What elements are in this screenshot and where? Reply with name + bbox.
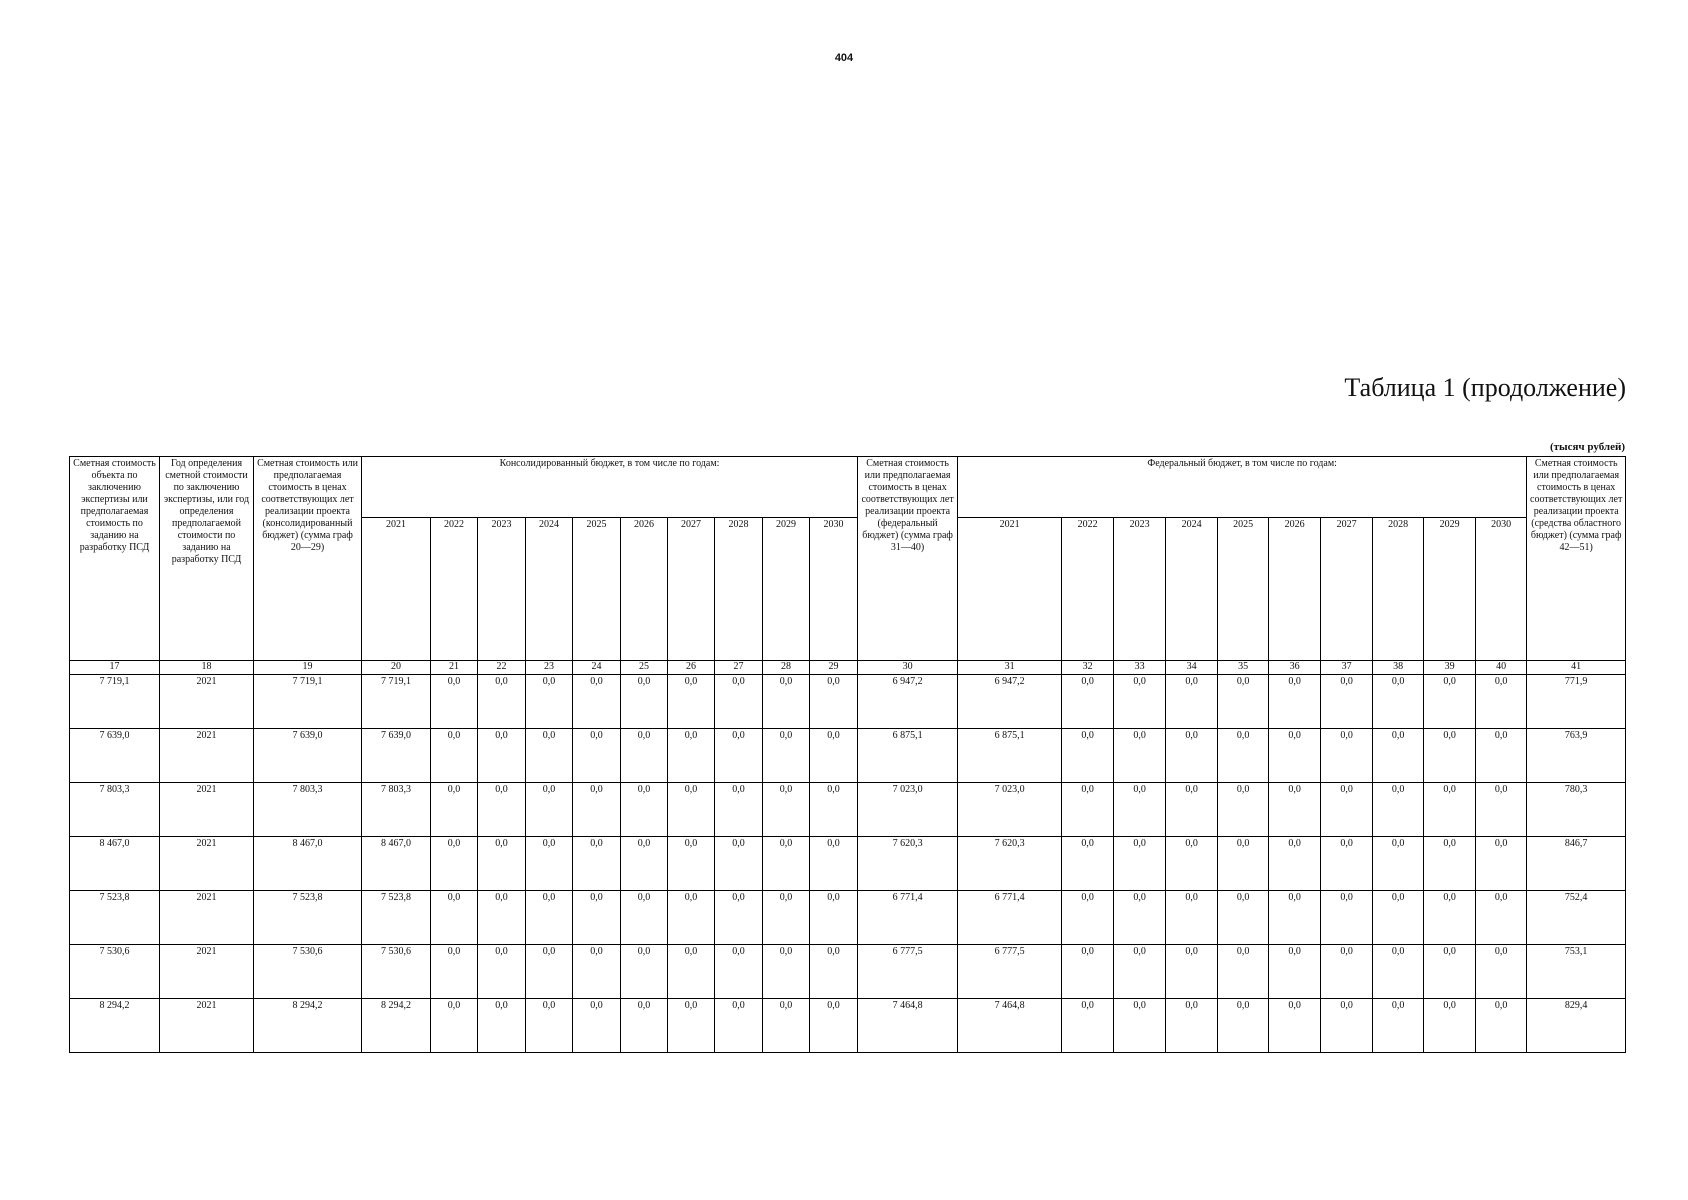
table-cell: 0,0 xyxy=(810,675,858,729)
page-number: 404 xyxy=(834,52,854,64)
column-number: 19 xyxy=(254,661,362,675)
table-body xyxy=(70,675,1626,1053)
year-header: 2028 xyxy=(715,518,763,661)
table-cell: 0,0 xyxy=(1476,783,1527,837)
table-cell: 0,0 xyxy=(1476,675,1527,729)
year-header: 2029 xyxy=(1424,518,1476,661)
table-cell: 0,0 xyxy=(715,783,763,837)
table-cell: 0,0 xyxy=(763,783,810,837)
table-cell: 6 777,5 xyxy=(858,945,958,999)
year-header: 2026 xyxy=(621,518,668,661)
table-cell: 0,0 xyxy=(573,675,621,729)
header-c41: Сметная стоимость или предполагаемая стоимость в ценах соответствующих лет реализации проекта (средства областного бюджет) (сумма граф 42—51) xyxy=(1527,457,1626,661)
table-cell: 0,0 xyxy=(1373,999,1424,1053)
table-cell: 0,0 xyxy=(478,999,526,1053)
column-number: 31 xyxy=(958,661,1062,675)
table-cell: 0,0 xyxy=(478,783,526,837)
table-cell: 7 639,0 xyxy=(362,729,431,783)
table-cell: 0,0 xyxy=(668,837,715,891)
table-cell: 0,0 xyxy=(715,837,763,891)
table-cell: 0,0 xyxy=(478,729,526,783)
table-cell: 0,0 xyxy=(668,891,715,945)
table-cell: 0,0 xyxy=(1373,675,1424,729)
table-cell: 0,0 xyxy=(1218,999,1269,1053)
table-cell: 7 523,8 xyxy=(70,891,160,945)
column-number: 35 xyxy=(1218,661,1269,675)
table-cell: 7 803,3 xyxy=(362,783,431,837)
table-cell: 0,0 xyxy=(573,891,621,945)
table-cell: 0,0 xyxy=(1166,945,1218,999)
year-header: 2027 xyxy=(668,518,715,661)
table-cell: 0,0 xyxy=(1424,783,1476,837)
column-number-row xyxy=(70,661,1626,675)
table-cell: 753,1 xyxy=(1527,945,1626,999)
table-cell: 0,0 xyxy=(668,675,715,729)
table-cell: 0,0 xyxy=(478,675,526,729)
table-cell: 7 803,3 xyxy=(254,783,362,837)
table-cell: 0,0 xyxy=(715,999,763,1053)
table-cell: 0,0 xyxy=(1218,837,1269,891)
table-cell: 2021 xyxy=(160,783,254,837)
table-cell: 0,0 xyxy=(668,729,715,783)
table-cell: 0,0 xyxy=(1218,891,1269,945)
table-cell: 7 620,3 xyxy=(858,837,958,891)
header-row-description xyxy=(70,457,1626,518)
table-cell: 0,0 xyxy=(763,729,810,783)
table-cell: 7 523,8 xyxy=(362,891,431,945)
table-cell: 7 719,1 xyxy=(362,675,431,729)
table-cell: 7 620,3 xyxy=(958,837,1062,891)
header-c17: Сметная стоимость объекта по заключению экспертизы или предполагаемая стоимость по заданию на разработку ПСД xyxy=(70,457,160,661)
table-cell: 0,0 xyxy=(526,783,573,837)
table-cell: 8 294,2 xyxy=(254,999,362,1053)
column-number: 40 xyxy=(1476,661,1527,675)
year-header: 2024 xyxy=(526,518,573,661)
table-cell: 8 467,0 xyxy=(70,837,160,891)
column-number: 17 xyxy=(70,661,160,675)
table-cell: 0,0 xyxy=(1114,891,1166,945)
table-title: Таблица 1 (продолжение) xyxy=(1344,373,1626,402)
table-cell: 0,0 xyxy=(1062,999,1114,1053)
table-cell: 0,0 xyxy=(810,999,858,1053)
table-cell: 0,0 xyxy=(1269,837,1321,891)
year-header: 2024 xyxy=(1166,518,1218,661)
column-number: 38 xyxy=(1373,661,1424,675)
table-cell: 0,0 xyxy=(715,729,763,783)
table-cell: 0,0 xyxy=(526,837,573,891)
table-cell: 0,0 xyxy=(1114,945,1166,999)
table-cell: 0,0 xyxy=(573,945,621,999)
table-cell: 2021 xyxy=(160,999,254,1053)
table-cell: 0,0 xyxy=(621,999,668,1053)
table-cell: 8 294,2 xyxy=(362,999,431,1053)
table-cell: 7 639,0 xyxy=(70,729,160,783)
table-cell: 0,0 xyxy=(810,783,858,837)
table-cell: 0,0 xyxy=(1373,837,1424,891)
table-cell: 0,0 xyxy=(621,837,668,891)
table-row xyxy=(70,945,1626,999)
table-cell: 0,0 xyxy=(1218,729,1269,783)
table-cell: 780,3 xyxy=(1527,783,1626,837)
table-cell: 0,0 xyxy=(1424,729,1476,783)
column-number: 27 xyxy=(715,661,763,675)
table-cell: 8 467,0 xyxy=(362,837,431,891)
table-cell: 0,0 xyxy=(1218,675,1269,729)
table-cell: 0,0 xyxy=(526,999,573,1053)
table-cell: 6 947,2 xyxy=(858,675,958,729)
table-cell: 6 771,4 xyxy=(858,891,958,945)
table-cell: 0,0 xyxy=(1114,999,1166,1053)
table-row xyxy=(70,837,1626,891)
column-number: 22 xyxy=(478,661,526,675)
year-header: 2021 xyxy=(958,518,1062,661)
header-c18: Год определения сметной стоимости по заключению экспертизы, или год определения предполагаемой стоимости по заданию на разработку ПСД xyxy=(160,457,254,661)
column-number: 39 xyxy=(1424,661,1476,675)
year-header: 2023 xyxy=(1114,518,1166,661)
table-cell: 0,0 xyxy=(1476,891,1527,945)
table-cell: 0,0 xyxy=(1424,945,1476,999)
table-cell: 0,0 xyxy=(526,675,573,729)
table-cell: 0,0 xyxy=(715,945,763,999)
table-cell: 0,0 xyxy=(1424,675,1476,729)
table-cell: 0,0 xyxy=(1062,891,1114,945)
header-federal-budget: Федеральный бюджет, в том числе по годам: xyxy=(958,457,1527,518)
column-number: 26 xyxy=(668,661,715,675)
column-number: 29 xyxy=(810,661,858,675)
table-cell: 7 530,6 xyxy=(254,945,362,999)
table-cell: 0,0 xyxy=(526,891,573,945)
table-cell: 0,0 xyxy=(1062,729,1114,783)
table-cell: 0,0 xyxy=(1269,675,1321,729)
table-cell: 8 294,2 xyxy=(70,999,160,1053)
table-cell: 0,0 xyxy=(1373,891,1424,945)
table-cell: 6 875,1 xyxy=(858,729,958,783)
table-cell: 0,0 xyxy=(1476,729,1527,783)
column-number: 34 xyxy=(1166,661,1218,675)
table-cell: 0,0 xyxy=(1269,891,1321,945)
table-cell: 0,0 xyxy=(621,783,668,837)
table-cell: 0,0 xyxy=(1166,675,1218,729)
column-number: 18 xyxy=(160,661,254,675)
table-cell: 0,0 xyxy=(621,945,668,999)
table-cell: 0,0 xyxy=(1476,837,1527,891)
table-cell: 2021 xyxy=(160,891,254,945)
table-cell: 0,0 xyxy=(810,945,858,999)
table-cell: 7 023,0 xyxy=(858,783,958,837)
column-number: 23 xyxy=(526,661,573,675)
table-cell: 0,0 xyxy=(1062,837,1114,891)
column-number: 20 xyxy=(362,661,431,675)
table-cell: 0,0 xyxy=(1476,999,1527,1053)
table-cell: 0,0 xyxy=(1321,675,1373,729)
table-cell: 7 803,3 xyxy=(70,783,160,837)
table-cell: 7 530,6 xyxy=(70,945,160,999)
table-cell: 0,0 xyxy=(621,729,668,783)
table-cell: 0,0 xyxy=(1424,891,1476,945)
table-cell: 0,0 xyxy=(431,783,478,837)
table-cell: 0,0 xyxy=(1373,945,1424,999)
table-cell: 7 464,8 xyxy=(958,999,1062,1053)
table-row xyxy=(70,891,1626,945)
table-cell: 0,0 xyxy=(478,837,526,891)
table-cell: 0,0 xyxy=(1424,837,1476,891)
table-row xyxy=(70,999,1626,1053)
table-cell: 7 464,8 xyxy=(858,999,958,1053)
table-cell: 0,0 xyxy=(1114,729,1166,783)
table-cell: 0,0 xyxy=(431,945,478,999)
table-cell: 2021 xyxy=(160,729,254,783)
column-number: 33 xyxy=(1114,661,1166,675)
header-c19: Сметная стоимость или предполагаемая стоимость в ценах соответствующих лет реализации проекта (консолидированный бюджет) (сумма граф 20—29) xyxy=(254,457,362,661)
table-cell: 0,0 xyxy=(763,675,810,729)
table-cell: 7 523,8 xyxy=(254,891,362,945)
table-cell: 0,0 xyxy=(1114,783,1166,837)
table-cell: 7 639,0 xyxy=(254,729,362,783)
table-cell: 0,0 xyxy=(1321,783,1373,837)
table-cell: 0,0 xyxy=(478,891,526,945)
table-cell: 6 875,1 xyxy=(958,729,1062,783)
table-cell: 0,0 xyxy=(573,999,621,1053)
table-cell: 0,0 xyxy=(763,891,810,945)
table-cell: 0,0 xyxy=(573,837,621,891)
table-cell: 0,0 xyxy=(478,945,526,999)
year-header: 2026 xyxy=(1269,518,1321,661)
table-cell: 0,0 xyxy=(763,837,810,891)
table-cell: 0,0 xyxy=(1114,675,1166,729)
table-cell: 0,0 xyxy=(1062,675,1114,729)
table-cell: 846,7 xyxy=(1527,837,1626,891)
column-number: 32 xyxy=(1062,661,1114,675)
year-header: 2028 xyxy=(1373,518,1424,661)
table-cell: 0,0 xyxy=(1269,999,1321,1053)
header-consolidated-budget: Консолидированный бюджет, в том числе по годам: xyxy=(362,457,858,518)
table-cell: 2021 xyxy=(160,675,254,729)
table-cell: 0,0 xyxy=(715,675,763,729)
table-cell: 0,0 xyxy=(1166,783,1218,837)
table-cell: 2021 xyxy=(160,945,254,999)
table-cell: 0,0 xyxy=(431,729,478,783)
table-cell: 0,0 xyxy=(1373,783,1424,837)
column-number: 37 xyxy=(1321,661,1373,675)
column-number: 28 xyxy=(763,661,810,675)
year-header: 2023 xyxy=(478,518,526,661)
table-cell: 0,0 xyxy=(715,891,763,945)
table-cell: 0,0 xyxy=(1321,729,1373,783)
table-cell: 763,9 xyxy=(1527,729,1626,783)
table-row xyxy=(70,729,1626,783)
table-cell: 0,0 xyxy=(1062,783,1114,837)
table-cell: 771,9 xyxy=(1527,675,1626,729)
table-cell: 0,0 xyxy=(668,783,715,837)
table-cell: 2021 xyxy=(160,837,254,891)
table-cell: 0,0 xyxy=(573,729,621,783)
table-cell: 0,0 xyxy=(763,945,810,999)
table-cell: 0,0 xyxy=(1218,945,1269,999)
table-cell: 0,0 xyxy=(621,675,668,729)
column-number: 24 xyxy=(573,661,621,675)
table-cell: 752,4 xyxy=(1527,891,1626,945)
table-cell: 0,0 xyxy=(810,837,858,891)
year-header: 2022 xyxy=(431,518,478,661)
year-header: 2027 xyxy=(1321,518,1373,661)
table-cell: 0,0 xyxy=(1166,837,1218,891)
column-number: 30 xyxy=(858,661,958,675)
table-cell: 829,4 xyxy=(1527,999,1626,1053)
table-cell: 0,0 xyxy=(763,999,810,1053)
table-cell: 0,0 xyxy=(1062,945,1114,999)
table-cell: 0,0 xyxy=(431,675,478,729)
table-cell: 0,0 xyxy=(431,999,478,1053)
table-cell: 7 719,1 xyxy=(254,675,362,729)
table-cell: 0,0 xyxy=(1166,729,1218,783)
table-row xyxy=(70,783,1626,837)
table-cell: 0,0 xyxy=(810,891,858,945)
table-header xyxy=(70,457,1626,675)
table-cell: 0,0 xyxy=(573,783,621,837)
table-cell: 0,0 xyxy=(621,891,668,945)
table-cell: 6 777,5 xyxy=(958,945,1062,999)
table-cell: 0,0 xyxy=(668,945,715,999)
table-cell: 8 467,0 xyxy=(254,837,362,891)
budget-table xyxy=(69,456,1626,1053)
column-number: 25 xyxy=(621,661,668,675)
year-header: 2030 xyxy=(810,518,858,661)
table-cell: 0,0 xyxy=(1166,891,1218,945)
table-cell: 0,0 xyxy=(1114,837,1166,891)
column-number: 36 xyxy=(1269,661,1321,675)
table-cell: 0,0 xyxy=(526,729,573,783)
column-number: 21 xyxy=(431,661,478,675)
header-c30: Сметная стоимость или предполагаемая стоимость в ценах соответствующих лет реализации проекта (федеральный бюджет) (сумма граф 31—40) xyxy=(858,457,958,661)
table-cell: 0,0 xyxy=(1321,945,1373,999)
table-cell: 0,0 xyxy=(810,729,858,783)
table-cell: 7 023,0 xyxy=(958,783,1062,837)
year-header: 2029 xyxy=(763,518,810,661)
year-header: 2025 xyxy=(1218,518,1269,661)
table-cell: 0,0 xyxy=(431,837,478,891)
table-cell: 0,0 xyxy=(1476,945,1527,999)
table-cell: 6 771,4 xyxy=(958,891,1062,945)
year-header: 2021 xyxy=(362,518,431,661)
table-cell: 0,0 xyxy=(526,945,573,999)
table-cell: 0,0 xyxy=(1166,999,1218,1053)
table-cell: 7 719,1 xyxy=(70,675,160,729)
units-label: (тысяч рублей) xyxy=(1549,441,1625,453)
table-cell: 0,0 xyxy=(1321,999,1373,1053)
table-cell: 0,0 xyxy=(1218,783,1269,837)
column-number: 41 xyxy=(1527,661,1626,675)
table-cell: 0,0 xyxy=(1269,783,1321,837)
table-cell: 0,0 xyxy=(668,999,715,1053)
year-header: 2025 xyxy=(573,518,621,661)
table-cell: 0,0 xyxy=(1424,999,1476,1053)
year-header: 2030 xyxy=(1476,518,1527,661)
table-cell: 0,0 xyxy=(1269,945,1321,999)
table-cell: 0,0 xyxy=(431,891,478,945)
year-header: 2022 xyxy=(1062,518,1114,661)
table-cell: 0,0 xyxy=(1321,837,1373,891)
table-cell: 0,0 xyxy=(1269,729,1321,783)
table-cell: 7 530,6 xyxy=(362,945,431,999)
table-row xyxy=(70,675,1626,729)
table-cell: 6 947,2 xyxy=(958,675,1062,729)
table-cell: 0,0 xyxy=(1373,729,1424,783)
table-cell: 0,0 xyxy=(1321,891,1373,945)
